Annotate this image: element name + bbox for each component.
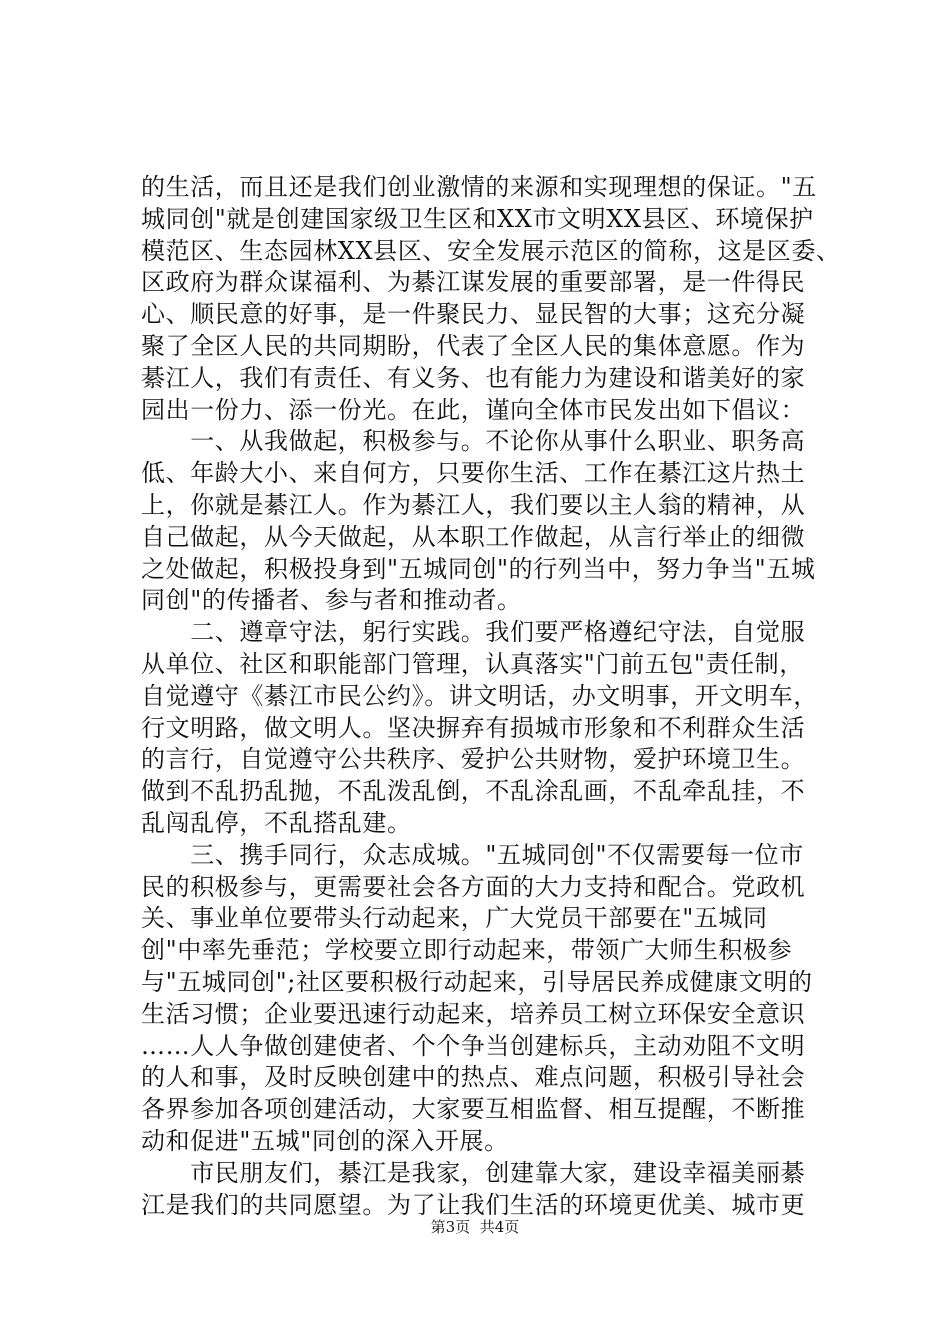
text-line: 一、从我做起，积极参与。不论你从事什么职业、职务高: [141, 427, 806, 456]
text-line: 自己做起，从今天做起，从本职工作做起，从言行举止的细微: [141, 522, 806, 551]
text-line: ……人人争做创建使者、个个争当创建标兵，主动劝阻不文明: [141, 1031, 806, 1060]
text-line: 与"五城同创";社区要积极行动起来，引导居民养成健康文明的: [141, 967, 813, 996]
text-line: 心、顺民意的好事，是一件聚民力、显民智的大事；这充分凝: [141, 300, 806, 329]
text-line: 三、携手同行，众志成城。"五城同创"不仅需要每一位市: [141, 840, 804, 869]
text-line: 之处做起，积极投身到"五城同创"的行列当中，努力争当"五城: [141, 554, 816, 583]
text-line: 乱闯乱停，不乱搭乱建。: [141, 808, 412, 837]
page-footer: [0, 1217, 950, 1237]
text-line: 聚了全区人民的共同期盼，代表了全区人民的集体意愿。作为: [141, 331, 806, 360]
text-line: 创"中率先垂范；学校要立即行动起来，带领广大师生积极参: [141, 936, 793, 965]
text-line: 做到不乱扔乱抛，不乱泼乱倒，不乱涂乱画，不乱牵乱挂，不: [141, 777, 806, 806]
text-line: 行文明路，做文明人。坚决摒弃有损城市形象和不利群众生活: [141, 713, 806, 742]
text-line: 生活习惯；企业要迅速行动起来，培养员工树立环保安全意识: [141, 999, 806, 1028]
text-line: 区政府为群众谋福利、为綦江谋发展的重要部署，是一件得民: [141, 268, 806, 297]
text-line: 城同创"就是创建国家级卫生区和XX市文明XX县区、环境保护: [141, 204, 814, 233]
body-text: [141, 172, 841, 1221]
text-line: 江是我们的共同愿望。为了让我们生活的环境更优美、城市更: [141, 1190, 806, 1219]
text-line: 市民朋友们，綦江是我家，创建靠大家，建设幸福美丽綦: [141, 1158, 806, 1187]
text-line: 民的积极参与，更需要社会各方面的大力支持和配合。党政机: [141, 872, 806, 901]
text-line: 模范区、生态园林XX县区、安全发展示范区的简称，这是区委、: [141, 236, 841, 265]
text-line: 自觉遵守《綦江市民公约》。讲文明话，办文明事，开文明车，: [141, 681, 818, 710]
text-line: 上，你就是綦江人。作为綦江人，我们要以主人翁的精神，从: [141, 490, 806, 519]
text-line: 的人和事，及时反映创建中的热点、难点问题，积极引导社会: [141, 1063, 806, 1092]
text-line: 二、遵章守法，躬行实践。我们要严格遵纪守法，自觉服: [141, 618, 806, 647]
text-line: 从单位、社区和职能部门管理，认真落实"门前五包"责任制，: [141, 649, 804, 678]
text-line: 同创"的传播者、参与者和推动者。: [141, 586, 522, 615]
text-line: 园出一份力、添一份光。在此，谨向全体市民发出如下倡议：: [141, 395, 806, 424]
footer-separator: [470, 1218, 480, 1236]
text-line: 关、事业单位要带头行动起来，广大党员干部要在"五城同: [141, 904, 768, 933]
page-number: 第3页: [430, 1218, 471, 1236]
text-line: 动和促进"五城"同创的深入开展。: [141, 1126, 509, 1155]
text-line: 的生活，而且还是我们创业激情的来源和实现理想的保证。"五: [141, 173, 817, 201]
text-line: 綦江人，我们有责任、有义务、也有能力为建设和谐美好的家: [141, 363, 806, 392]
text-line: 低、年龄大小、来自何方，只要你生活、工作在綦江这片热土: [141, 459, 806, 488]
text-line: 的言行，自觉遵守公共秩序、爱护公共财物，爱护环境卫生。: [141, 745, 806, 774]
page-total: 共4页: [479, 1218, 520, 1236]
text-line: 各界参加各项创建活动，大家要互相监督、相互提醒，不断推: [141, 1095, 806, 1124]
